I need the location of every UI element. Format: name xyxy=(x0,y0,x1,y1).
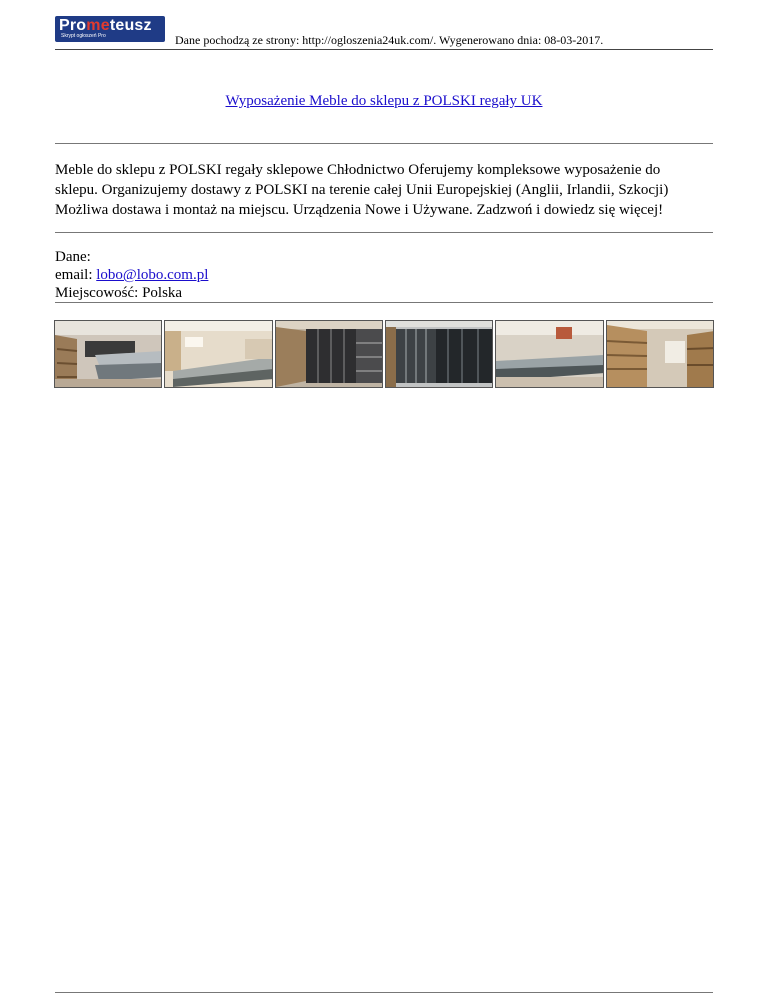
description-line: sklepu. Organizujemy dostawy z POLSKI na terenie całej Unii Europejskiej (Anglii, Irlandii, Szkocji) xyxy=(55,182,669,198)
footer-divider xyxy=(55,992,713,993)
location-row xyxy=(55,284,208,302)
contact-details xyxy=(55,248,208,302)
divider xyxy=(55,232,713,233)
source-line: Dane pochodzą ze strony: http://ogloszenia24uk.com/. Wygenerowano dnia: 08-03-2017. xyxy=(175,33,604,47)
photo-gallery xyxy=(54,320,714,388)
divider xyxy=(55,143,713,144)
divider xyxy=(55,302,713,303)
logo-accent: me xyxy=(86,17,110,34)
description-line: Możliwa dostawa i montaż na miejscu. Urządzenia Nowe i Używane. Zadzwoń i dowiedz się więcej! xyxy=(55,202,664,218)
email-label: email: xyxy=(55,267,97,283)
photo-thumbnail-1[interactable] xyxy=(54,320,162,388)
location-value: Polska xyxy=(142,285,183,301)
listing-title-link[interactable]: Wyposażenie Meble do sklepu z POLSKI regały UK xyxy=(225,93,543,109)
photo-thumbnail-5[interactable] xyxy=(495,320,603,388)
photo-thumbnail-2[interactable] xyxy=(164,320,272,388)
photo-thumbnail-6[interactable] xyxy=(606,320,714,388)
location-label: Miejscowość: xyxy=(55,285,143,301)
description-line: Meble do sklepu z POLSKI regały sklepowe Chłodnictwo Oferujemy kompleksowe wyposażenie do xyxy=(55,162,661,178)
photo-thumbnail-3[interactable] xyxy=(275,320,383,388)
listing-description xyxy=(55,160,715,220)
logo-main: Prometeusz xyxy=(59,17,152,34)
photo-thumbnail-4[interactable] xyxy=(385,320,493,388)
logo xyxy=(55,16,165,42)
logo-subtitle: Skrypt ogłoszeń Pro xyxy=(61,33,106,39)
header-divider xyxy=(55,49,713,50)
email-row xyxy=(55,266,208,284)
details-heading: Dane: xyxy=(55,249,91,265)
listing-title xyxy=(0,92,768,110)
email-link[interactable]: lobo@lobo.com.pl xyxy=(96,267,209,283)
